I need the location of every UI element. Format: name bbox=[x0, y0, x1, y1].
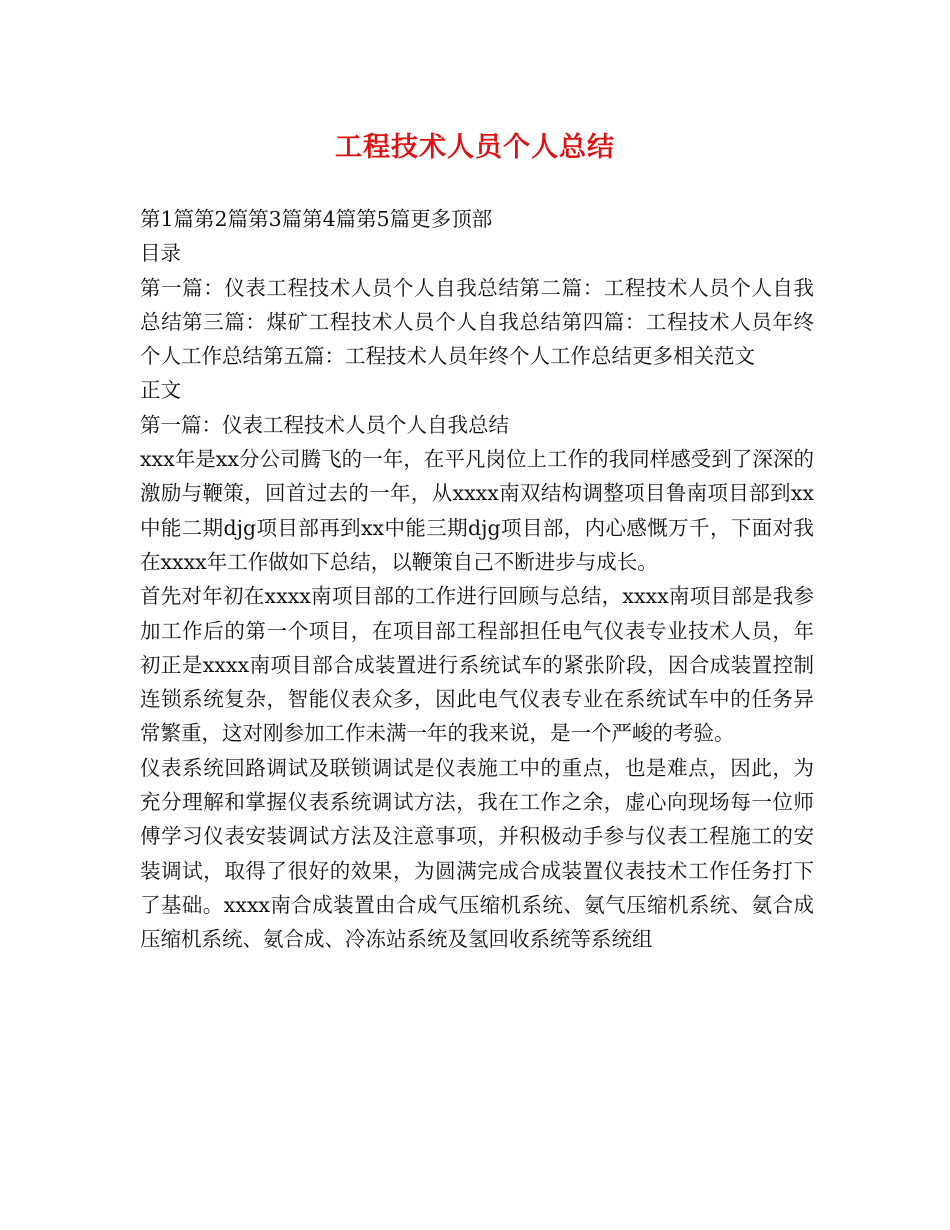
body-heading: 正文 bbox=[140, 378, 181, 403]
body-paragraph: xxx年是xx分公司腾飞的一年，在平凡岗位上工作的我同样感受到了深深的激励与鞭策，回首过去的一年，从xxxx南双结构调整项目鲁南项目部到xx中能二期djg项目部再到xx中能三期djg项目部，内心感慨万千，下面对我在xxxx年工作做如下总结，以鞭策自己不断进步与成长。 bbox=[140, 447, 814, 574]
body-paragraph: 仪表系统回路调试及联锁调试是仪表施工中的重点，也是难点，因此，为充分理解和掌握仪表系统调试方法，我在工作之余，虚心向现场每一位师傅学习仪表安装调试方法及注意事项，并积极动手参与仪表工程施工的安装调试，取得了很好的效果，为圆满完成合成装置仪表技术工作任务打下了基础。xxxx南合成装置由合成气压缩机系统、氨气压缩机系统、氨合成压缩机系统、氨合成、冷冻站系统及氢回收系统等系统组 bbox=[140, 755, 814, 952]
document-title: 工程技术人员个人总结 bbox=[335, 132, 615, 163]
toc-heading: 目录 bbox=[140, 241, 181, 266]
document-body bbox=[140, 202, 814, 957]
body-paragraph: 首先对年初在xxxx南项目部的工作进行回顾与总结，xxxx南项目部是我参加工作后的第一个项目，在项目部工程部担任电气仪表专业技术人员，年初正是xxxx南项目部合成装置进行系统试车的紧张阶段，因合成装置控制连锁系统复杂，智能仪表众多，因此电气仪表专业在系统试车中的任务异常繁重，这对刚参加工作未满一年的我来说，是一个严峻的考验。 bbox=[140, 584, 814, 746]
toc-text: 第一篇：仪表工程技术人员个人自我总结第二篇：工程技术人员个人自我总结第三篇：煤矿工程技术人员个人自我总结第四篇：工程技术人员年终个人工作总结第五篇：工程技术人员年终个人工作总结更多相关范文 bbox=[140, 275, 814, 369]
section-nav-line: 第1篇第2篇第3篇第4篇第5篇更多顶部 bbox=[140, 207, 493, 231]
section-heading: 第一篇：仪表工程技术人员个人自我总结 bbox=[140, 412, 509, 437]
